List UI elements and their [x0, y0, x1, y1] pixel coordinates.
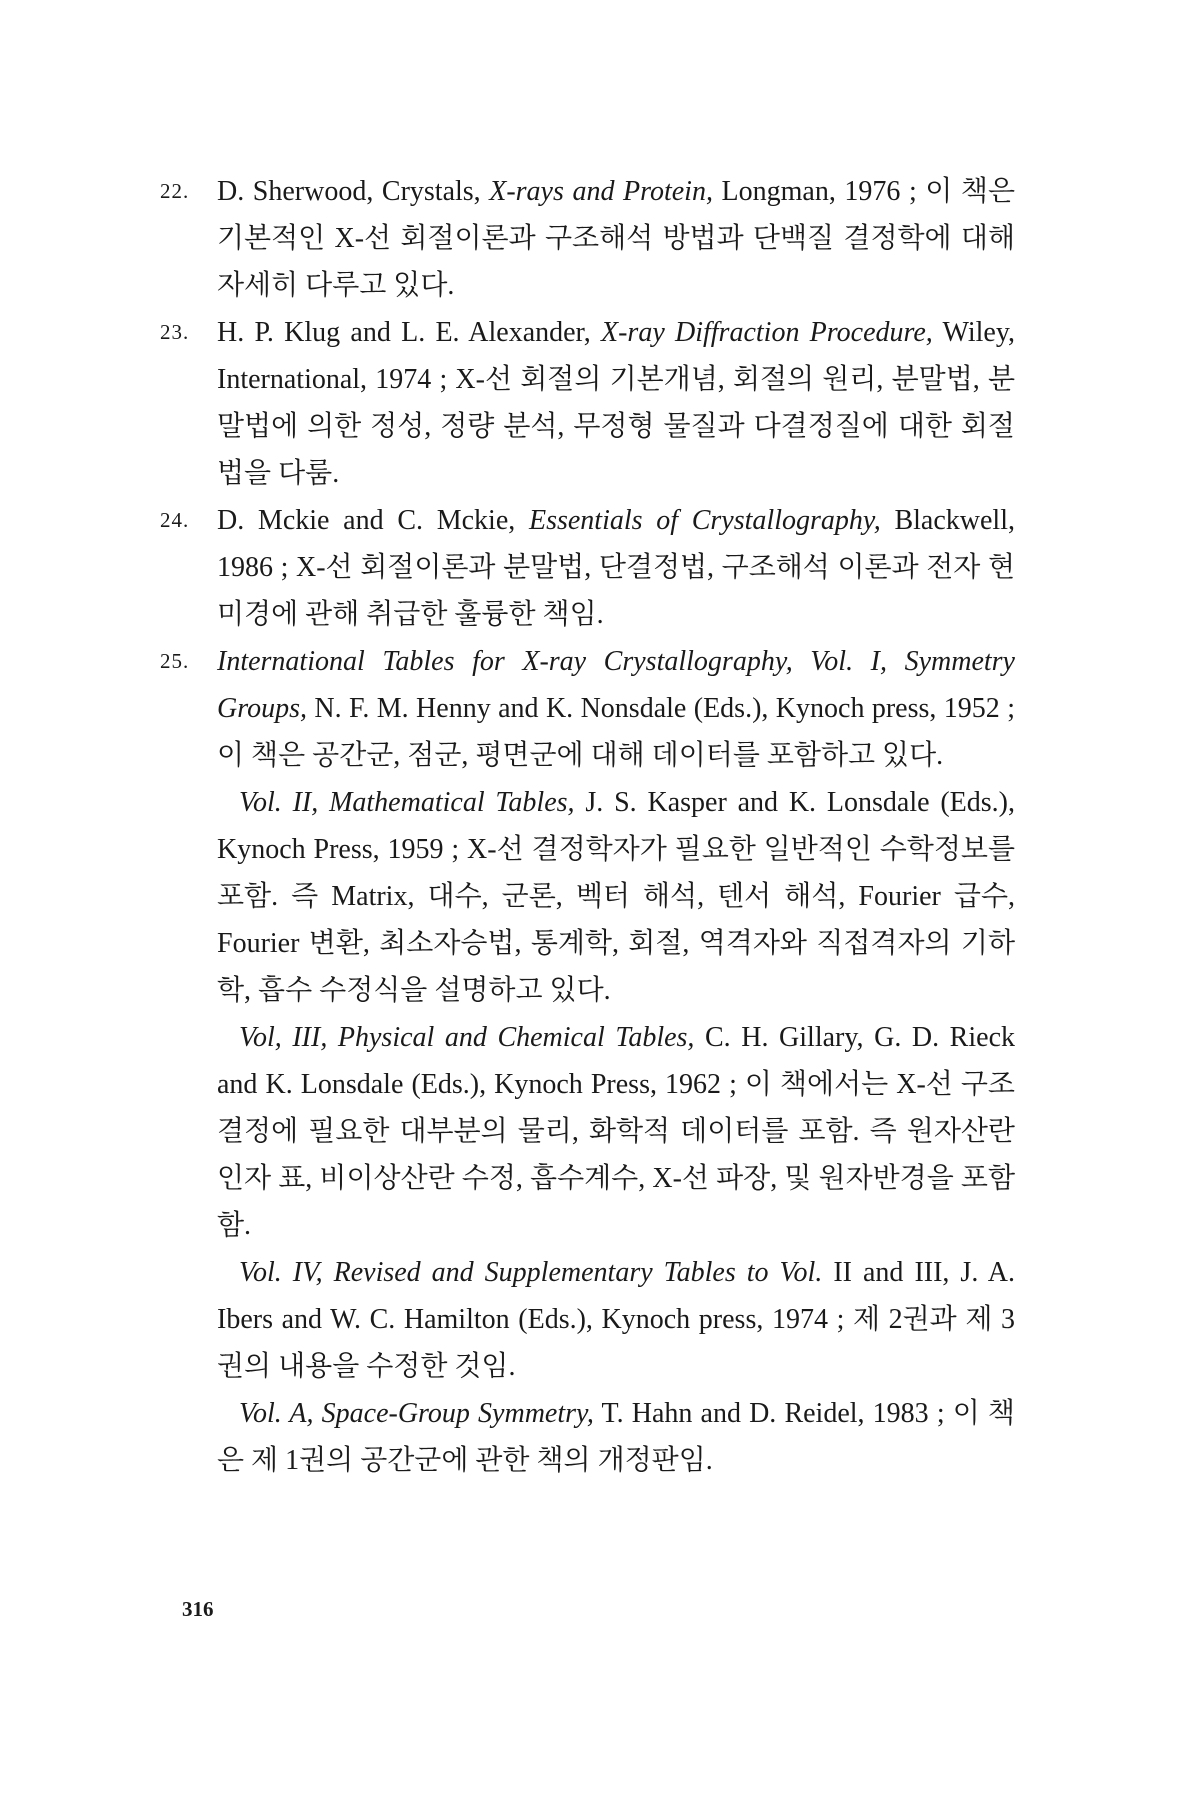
sub-entry-description: C. H. Gillary, G. D. Rieck and K. Lonsdale (Eds.), Kynoch Press, 1962 ; 이 책에서는 X-선 구조결정에 필요한 대부분의 물리, 화학적 데이터를 포함. 즉 원자산란인자 표, 비이상산란 수정, 흡수계수, X-선 파장, 및 원자반경을 포함함.	[217, 1022, 1015, 1241]
reference-entry-24	[160, 497, 1015, 638]
entry-description: Blackwell, 1986 ; X-선 회절이론과 분말법, 단결정법, 구조해석 이론과 전자 현미경에 관해 취급한 훌륭한 책임.	[217, 505, 1015, 630]
reference-entry-22	[160, 168, 1015, 309]
reference-entry-23	[160, 309, 1015, 497]
sub-entry-vol-iv	[160, 1249, 1015, 1390]
sub-entry-title: Vol. A, Space-Group Symmetry,	[239, 1398, 594, 1429]
sub-entry-vol-a	[160, 1390, 1015, 1484]
entry-authors: H. P. Klug and L. E. Alexander,	[217, 317, 601, 348]
reference-entry-25	[160, 638, 1015, 779]
entry-title: X-rays and Protein,	[489, 176, 713, 207]
entry-number: 24.	[160, 508, 190, 532]
entry-description: Wiley, International, 1974 ; X-선 회절의 기본개념, 회절의 원리, 분말법, 분말법에 의한 정성, 정량 분석, 무정형 물질과 다결정질에 대한 회절법을 다룸.	[217, 317, 1016, 489]
entry-title: Essentials of Crystallography,	[528, 505, 881, 536]
page-number: 316	[182, 1597, 214, 1621]
entry-number: 22.	[160, 179, 190, 203]
entry-title: International Tables for X-ray Crystallography, Vol. I, Symmetry Groups,	[217, 646, 1015, 724]
sub-entry-title: Vol, III, Physical and Chemical Tables,	[239, 1022, 695, 1053]
sub-entry-vol-iii	[160, 1014, 1015, 1249]
sub-entry-vol-ii	[160, 779, 1015, 1014]
sub-entry-description: II and III, J. A. Ibers and W. C. Hamilton (Eds.), Kynoch press, 1974 ; 제 2권과 제 3권의 내용을 수정한 것임.	[217, 1257, 1015, 1382]
entry-authors: D. Mckie and C. Mckie,	[217, 505, 529, 536]
entry-title: X-ray Diffraction Procedure,	[601, 317, 933, 348]
sub-entry-title: Vol. IV, Revised and Supplementary Tables to Vol.	[239, 1257, 823, 1288]
reference-list	[160, 168, 1015, 1484]
entry-description: N. F. M. Henny and K. Nonsdale (Eds.), Kynoch press, 1952 ; 이 책은 공간군, 점군, 평면군에 대해 데이터를 포함하고 있다.	[217, 693, 1015, 771]
entry-number: 23.	[160, 320, 190, 344]
entry-description: Longman, 1976 ; 이 책은 기본적인 X-선 회절이론과 구조해석 방법과 단백질 결정학에 대해 자세히 다루고 있다.	[217, 176, 1015, 301]
sub-entry-description: J. S. Kasper and K. Lonsdale (Eds.), Kynoch Press, 1959 ; X-선 결정학자가 필요한 일반적인 수학정보를 포함. 즉 Matrix, 대수, 군론, 벡터 해석, 텐서 해석, Fourier 급수, Fourier 변환, 최소자승법, 통계학, 회절, 역격자와 직접격자의 기하학, 흡수 수정식을 설명하고 있다.	[217, 787, 1015, 1006]
sub-entry-description: T. Hahn and D. Reidel, 1983 ; 이 책은 제 1권의 공간군에 관한 책의 개정판임.	[217, 1398, 1015, 1476]
sub-entry-title: Vol. II, Mathematical Tables,	[239, 787, 575, 818]
entry-number: 25.	[160, 649, 190, 673]
entry-authors: D. Sherwood, Crystals,	[217, 176, 490, 207]
